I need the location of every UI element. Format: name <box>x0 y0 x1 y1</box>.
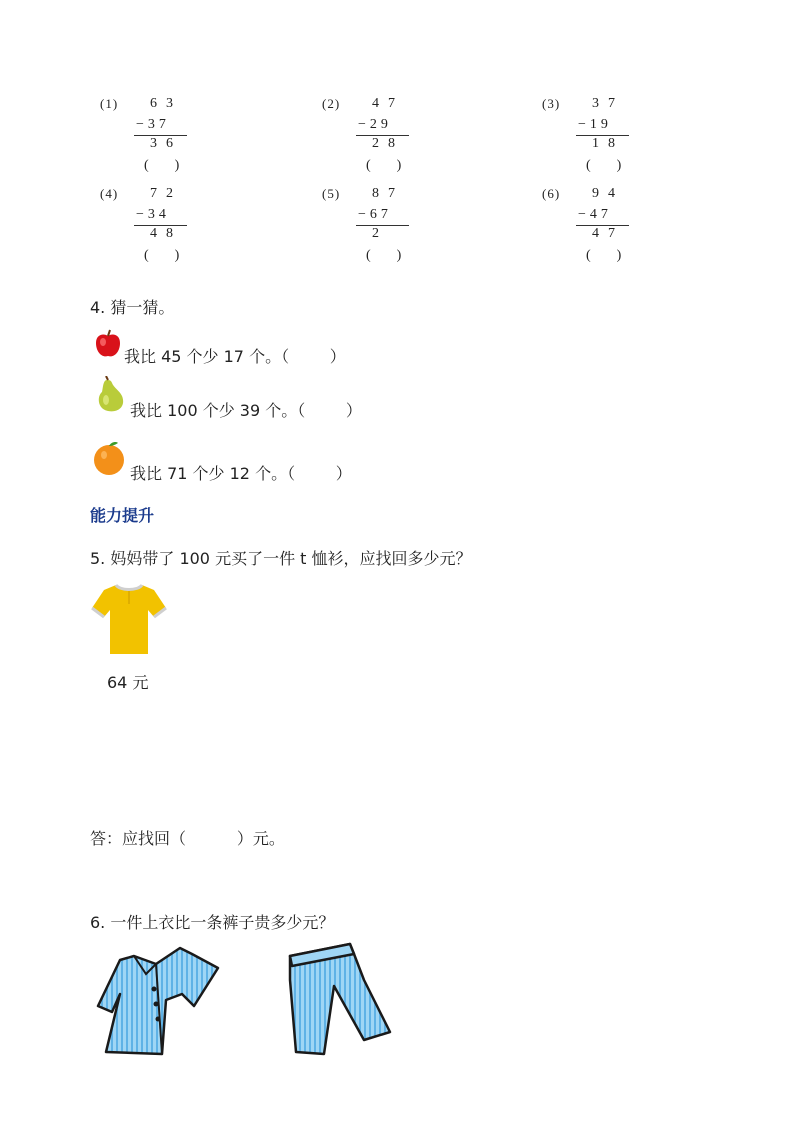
answer-paren[interactable]: () <box>586 248 648 263</box>
answer-paren[interactable]: () <box>366 248 428 263</box>
answer-paren[interactable]: () <box>366 158 428 173</box>
minuend: 47 <box>372 96 404 111</box>
result: 48 <box>150 226 182 241</box>
t-shirt-price: 64 元 <box>107 673 149 692</box>
problem-4 <box>100 186 300 276</box>
subtrahend: −34 <box>136 207 170 222</box>
question-6-title: 6. 一件上衣比一条裤子贵多少元？ <box>90 913 335 932</box>
section-title: 能力提升 <box>90 506 155 525</box>
problem-5 <box>322 186 522 276</box>
minuend: 72 <box>150 186 182 201</box>
problem-2 <box>322 96 522 186</box>
result: 36 <box>150 136 182 151</box>
subtrahend: −37 <box>136 117 170 132</box>
problem-1 <box>100 96 300 186</box>
minuend: 94 <box>592 186 624 201</box>
guess-orange-text: 我比 71 个少 12 个。（ ） <box>130 464 352 483</box>
apple-icon <box>92 328 124 360</box>
subtrahend: −29 <box>358 117 392 132</box>
guess-apple-text: 我比 45 个少 17 个。（ ） <box>124 347 346 366</box>
result: 18 <box>592 136 624 151</box>
answer-paren[interactable]: () <box>586 158 648 173</box>
problem-number: (3) <box>542 96 561 111</box>
minuend: 37 <box>592 96 624 111</box>
problem-number: (6) <box>542 186 561 201</box>
question-5-title: 5. 妈妈带了 100 元买了一件 t 恤衫，应找回多少元？ <box>90 549 472 568</box>
guess-pear-text: 我比 100 个少 39 个。（ ） <box>130 401 362 420</box>
orange-icon <box>92 440 126 476</box>
answer-paren[interactable]: () <box>144 158 206 173</box>
result: 47 <box>592 226 624 241</box>
problem-6 <box>542 186 742 276</box>
pants-icon <box>284 940 396 1058</box>
jacket-icon <box>96 944 220 1058</box>
minuend: 87 <box>372 186 404 201</box>
minuend: 63 <box>150 96 182 111</box>
pear-icon <box>94 376 128 414</box>
subtrahend: −67 <box>358 207 392 222</box>
t-shirt-icon <box>90 582 168 658</box>
problem-number: (1) <box>100 96 119 111</box>
answer-paren[interactable]: () <box>144 248 206 263</box>
problem-number: (5) <box>322 186 341 201</box>
question-4-title: 4. 猜一猜。 <box>90 298 175 317</box>
result: 2 <box>372 226 388 241</box>
problem-number: (2) <box>322 96 341 111</box>
question-5-answer: 答：应找回（ ）元。 <box>90 829 285 848</box>
result: 28 <box>372 136 404 151</box>
problem-3 <box>542 96 742 186</box>
problem-number: (4) <box>100 186 119 201</box>
subtrahend: −47 <box>578 207 612 222</box>
subtrahend: −19 <box>578 117 612 132</box>
